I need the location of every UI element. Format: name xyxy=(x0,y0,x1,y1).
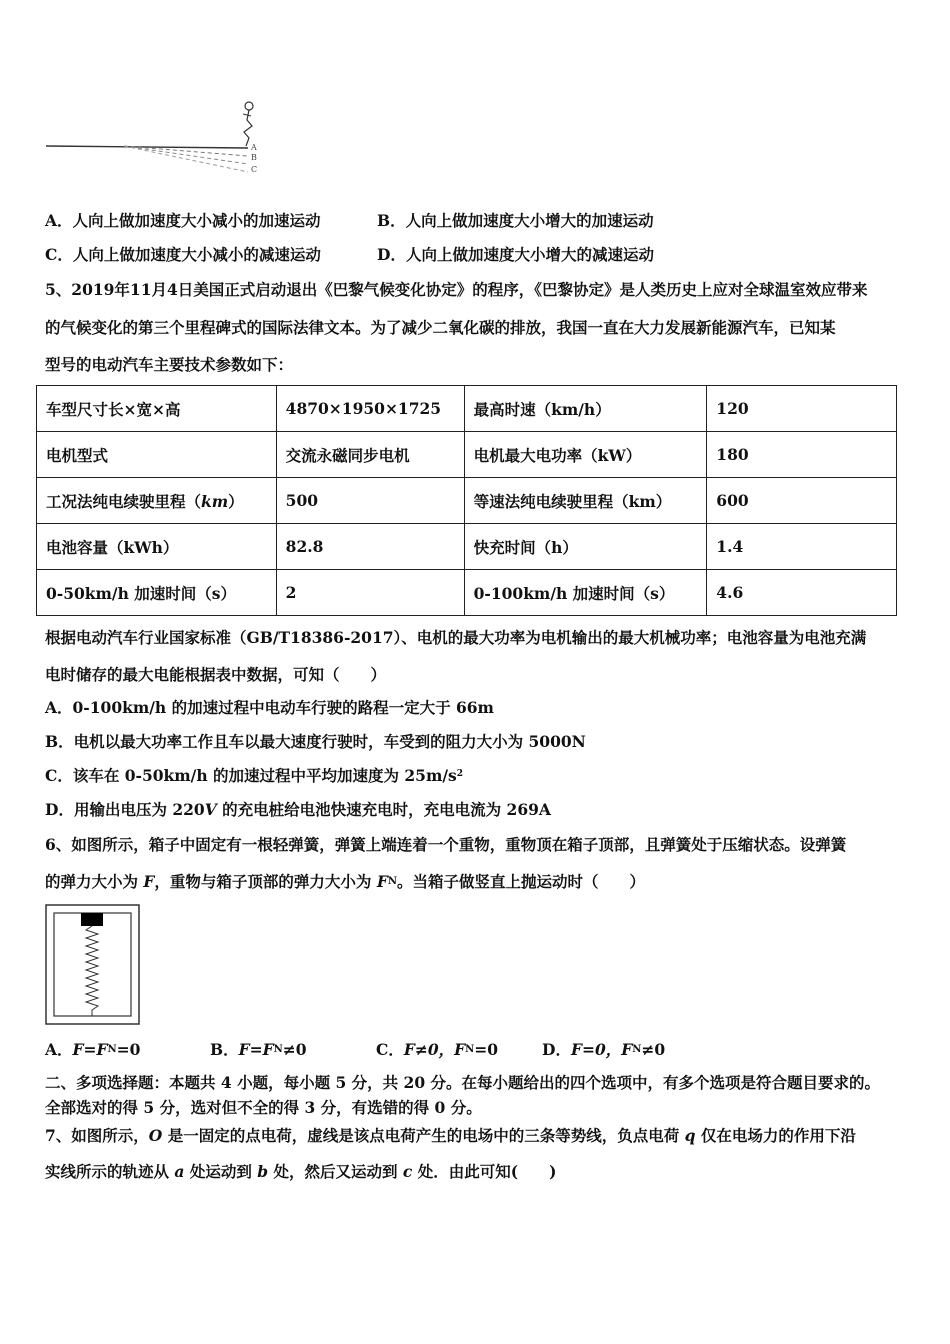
option-tail: ≠0 xyxy=(641,1040,666,1059)
option-tail: =0 xyxy=(116,1040,141,1059)
table-cell: 快充时间（h） xyxy=(464,524,707,570)
text: 是一固定的点电荷，虚线是该点电荷产生的电场中的三条等势线，负点电荷 xyxy=(162,1126,685,1145)
q4-option-b[interactable]: B．人向上做加速度大小增大的加速运动 xyxy=(377,211,654,230)
text: 处运动到 xyxy=(184,1162,258,1181)
table-cell: 等速法纯电续驶里程（km） xyxy=(464,478,707,524)
table-row xyxy=(37,386,897,432)
label-c: C xyxy=(251,165,258,174)
table-cell: 500 xyxy=(276,478,464,524)
unit-v-italic: V xyxy=(204,800,217,819)
option-expr: F=F xyxy=(72,1040,108,1059)
table-cell: 电池容量（kWh） xyxy=(37,524,277,570)
table-cell: 4870×1950×1725 xyxy=(276,386,464,432)
table-cell: 1.4 xyxy=(707,524,897,570)
q5-option-c-text: C．该车在 0-50km/h 的加速过程中平均加速度为 25m/s xyxy=(45,766,457,785)
q5-option-b[interactable]: B．电机以最大功率工作且车以最大速度行驶时，车受到的阻力大小为 5000N xyxy=(45,732,586,751)
subscript: N xyxy=(632,1044,642,1055)
table-cell: 2 xyxy=(276,570,464,616)
var-b: b xyxy=(257,1162,269,1181)
q6-stem-line-1: 6、如图所示，箱子中固定有一根轻弹簧，弹簧上端连着一个重物，重物顶在箱子顶部，且弹簧处于压缩状态。设弹簧 xyxy=(45,835,847,854)
q4-option-d[interactable]: D．人向上做加速度大小增大的减速运动 xyxy=(377,245,654,264)
q5-stem-line-1: 5、2019年11月4日美国正式启动退出《巴黎气候变化协定》的程序，《巴黎协定》是人类历史上应对全球温室效应带来 xyxy=(45,280,868,299)
label-a: A xyxy=(251,143,257,152)
table-cell: 电机型式 xyxy=(37,432,277,478)
option-expr: F≠0，F xyxy=(403,1040,466,1059)
label-b: B xyxy=(251,153,257,162)
unit-km-italic: km xyxy=(201,491,229,511)
q5-option-c[interactable] xyxy=(45,766,463,786)
table-cell: 0-50km/h 加速时间（s） xyxy=(37,570,277,616)
table-cell: 最高时速（km/h） xyxy=(464,386,707,432)
option-tail: =0 xyxy=(474,1040,499,1059)
var-f: F xyxy=(143,872,155,891)
q5-after-line-1: 根据电动汽车行业国家标准（GB/T18386-2017）、电机的最大功率为电机输出的最大机械功率；电池容量为电池充满 xyxy=(45,628,867,647)
table-cell: 4.6 xyxy=(707,570,897,616)
q6-stem-line-2 xyxy=(45,872,645,892)
q5-option-d-tail: 的充电桩给电池快速充电时，充电电流为 269A xyxy=(216,800,551,819)
close-paren: ） xyxy=(228,491,244,511)
table-cell: 交流永磁同步电机 xyxy=(276,432,464,478)
option-expr: F=F xyxy=(238,1040,274,1059)
superscript: 2 xyxy=(456,769,464,779)
table-cell-text: 工况法纯电续驶里程（ xyxy=(46,491,202,511)
person-on-rope-figure xyxy=(44,98,274,180)
q7-stem-line-2 xyxy=(45,1162,556,1182)
subscript: N xyxy=(273,1044,283,1055)
subscript: N xyxy=(465,1044,475,1055)
q4-options-row-2 xyxy=(45,245,654,265)
q5-stem-line-3: 型号的电动汽车主要技术参数如下： xyxy=(45,355,294,374)
q6-options-row xyxy=(45,1040,665,1060)
table-cell: 电机最大电功率（kW） xyxy=(464,432,707,478)
q4-option-c[interactable]: C．人向上做加速度大小减小的减速运动 xyxy=(45,245,321,264)
q6-option-d[interactable] xyxy=(542,1040,665,1060)
table-row xyxy=(37,524,897,570)
var-c: c xyxy=(402,1162,413,1181)
q5-option-a[interactable]: A．0-100km/h 的加速过程中电动车行驶的路程一定大于 66m xyxy=(45,698,494,717)
table-cell: 600 xyxy=(707,478,897,524)
table-cell: 120 xyxy=(707,386,897,432)
q5-option-d[interactable] xyxy=(45,800,551,820)
subscript: N xyxy=(387,876,397,887)
text: 实线所示的轨迹从 xyxy=(45,1162,175,1181)
table-cell: 82.8 xyxy=(276,524,464,570)
q5-after-line-2: 电时储存的最大电能根据表中数据，可知（ ） xyxy=(45,665,387,684)
ev-spec-table xyxy=(36,385,897,616)
var-fn: F xyxy=(376,872,388,891)
option-expr: F=0，F xyxy=(570,1040,633,1059)
q7-stem-line-1 xyxy=(45,1126,856,1146)
table-row xyxy=(37,570,897,616)
text: 仅在电场力的作用下沿 xyxy=(695,1126,856,1145)
table-cell xyxy=(37,478,277,524)
option-letter: C． xyxy=(376,1040,404,1059)
q5-option-d-text: D．用输出电压为 220 xyxy=(45,800,205,819)
option-letter: B． xyxy=(210,1040,239,1059)
text: 。当箱子做竖直上抛运动时（ ） xyxy=(396,872,645,891)
subscript: N xyxy=(107,1044,117,1055)
table-row xyxy=(37,432,897,478)
option-tail: ≠0 xyxy=(282,1040,307,1059)
var-q: q xyxy=(684,1126,696,1145)
box-spring-figure xyxy=(45,904,141,1026)
option-letter: D． xyxy=(542,1040,571,1059)
q4-option-a[interactable]: A．人向上做加速度大小减小的加速运动 xyxy=(45,211,321,230)
q6-option-b[interactable] xyxy=(210,1040,376,1060)
text: 的弹力大小为 xyxy=(45,872,144,891)
text: 处，然后又运动到 xyxy=(268,1162,403,1181)
section2-line-2: 全部选对的得 5 分，选对但不全的得 3 分，有选错的得 0 分。 xyxy=(45,1098,482,1117)
text: 处．由此可知( ) xyxy=(412,1162,557,1181)
var-a: a xyxy=(174,1162,185,1181)
text: 7、如图所示， xyxy=(45,1126,149,1145)
q4-options-row-1 xyxy=(45,211,654,231)
table-cell: 车型尺寸长×宽×高 xyxy=(37,386,277,432)
var-o: O xyxy=(148,1126,163,1145)
option-letter: A． xyxy=(45,1040,73,1059)
table-row xyxy=(37,478,897,524)
text: ，重物与箱子顶部的弹力大小为 xyxy=(154,872,377,891)
q6-option-a[interactable] xyxy=(45,1040,210,1060)
table-cell: 180 xyxy=(707,432,897,478)
q6-option-c[interactable] xyxy=(376,1040,542,1060)
section2-line-1: 二、多项选择题：本题共 4 小题，每小题 5 分，共 20 分。在每小题给出的四个选项中，有多个选项是符合题目要求的。 xyxy=(45,1073,881,1092)
table-cell: 0-100km/h 加速时间（s） xyxy=(464,570,707,616)
q5-stem-line-2: 的气候变化的第三个里程碑式的国际法律文本。为了减少二氧化碳的排放，我国一直在大力发展新能源汽车，已知某 xyxy=(45,318,836,337)
